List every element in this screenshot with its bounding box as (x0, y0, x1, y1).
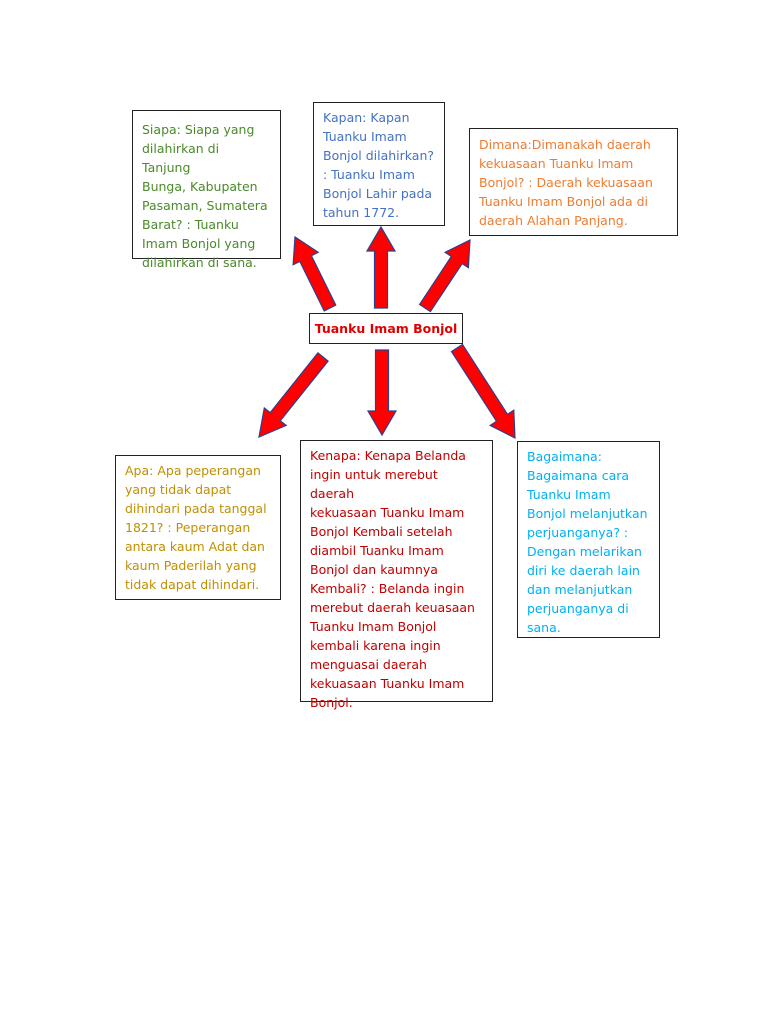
arrow-to-kapan (367, 227, 395, 308)
kapan-box: Kapan: Kapan Tuanku Imam Bonjol dilahirkan? : Tuanku Imam Bonjol Lahir pada tahun 1772. (313, 102, 445, 226)
arrow-to-apa (259, 353, 328, 437)
arrow-to-bagaimana (452, 345, 516, 439)
bagaimana-box: Bagaimana: Bagaimana cara Tuanku Imam Bonjol melanjutkan perjuanganya? : Dengan melarikan diri ke daerah lain dan melanjutkan perjuanganya di sana. (517, 441, 660, 638)
arrow-to-dimana (420, 240, 470, 312)
apa-box: Apa: Apa peperangan yang tidak dapat dihindari pada tanggal 1821? : Peperangan antara kaum Adat dan kaum Paderilah yang tidak dapat dihindari. (115, 455, 281, 600)
central-topic-box: Tuanku Imam Bonjol (309, 313, 463, 344)
kenapa-box: Kenapa: Kenapa Belanda ingin untuk merebut daerah kekuasaan Tuanku Imam Bonjol Kembali setelah diambil Tuanku Imam Bonjol dan kaumnya Kembali? : Belanda ingin merebut daerah keuasaan Tuanku Imam Bonjol kembali karena ingin menguasai daerah kekuasaan Tuanku Imam Bonjol. (300, 440, 493, 702)
siapa-box: Siapa: Siapa yang dilahirkan di Tanjung Bunga, Kabupaten Pasaman, Sumatera Barat? : Tuanku Imam Bonjol yang dilahirkan di sana. (132, 110, 281, 259)
arrow-to-kenapa (368, 350, 396, 435)
arrow-to-siapa (293, 237, 336, 311)
dimana-box: Dimana:Dimanakah daerah kekuasaan Tuanku Imam Bonjol? : Daerah kekuasaan Tuanku Imam Bonjol ada di daerah Alahan Panjang. (469, 128, 678, 236)
